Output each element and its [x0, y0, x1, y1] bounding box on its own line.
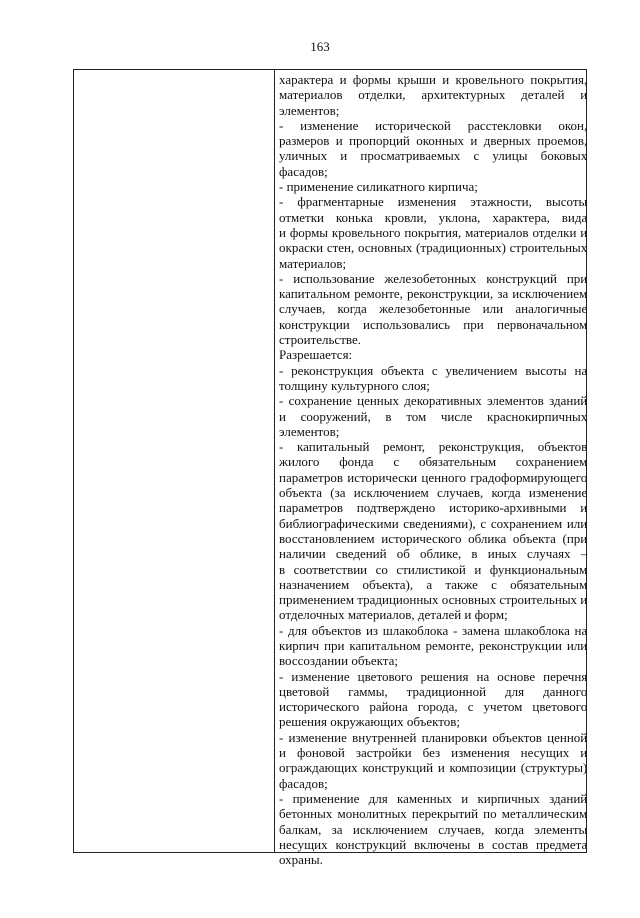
text-line: бетонных монолитных перекрытий по металлическим	[279, 806, 588, 822]
text-line: - изменение внутренней планировки объектов ценной	[279, 729, 588, 745]
text-line: Разрешается:	[279, 347, 353, 363]
text-line: конструкции использовались при первоначальном	[279, 316, 588, 332]
text-line: и формы кровельного покрытия, материалов отделки и	[279, 224, 588, 240]
text-line: отметки конька кровли, уклона, характера, вида	[279, 209, 588, 225]
regulations-table	[73, 69, 588, 868]
text-line: случаев, когда железобетонные или аналогичные	[279, 301, 588, 317]
text-line: охраны.	[279, 852, 323, 868]
text-line: и сооружений, в том числе краснокирпичных	[279, 408, 588, 424]
text-line: кирпич при капитальном ремонте, реконструкции или	[279, 637, 588, 653]
text-line: несущих конструкций включены в состав предмета	[279, 836, 588, 852]
text-line: решения окружающих объектов;	[279, 714, 461, 730]
text-line: - для объектов из шлакоблока - замена шлакоблока на	[279, 622, 588, 638]
text-line: элементов;	[279, 423, 340, 439]
text-line: объекта (за исключением случаев, когда изменение	[279, 485, 588, 501]
text-line: характера и формы крыши и кровельного покрытия,	[279, 72, 588, 87]
text-line: параметров исторически ценного градоформирующего	[279, 469, 588, 485]
text-line: фасадов;	[279, 163, 328, 179]
text-line: балкам, за исключением случаев, когда элементы	[279, 821, 588, 837]
table-left-cell	[74, 70, 275, 852]
text-line: ограждающих конструкций и композиции (структуры)	[279, 760, 588, 776]
text-line: капитальном ремонте, реконструкции, за исключением	[279, 286, 588, 302]
text-line: материалов отделки, архитектурных деталей и	[279, 87, 588, 103]
text-line: размеров и пропорций оконных и дверных проемов,	[279, 133, 588, 149]
text-line: - изменение цветового решения на основе перечня	[279, 668, 588, 684]
text-line: элементов;	[279, 102, 340, 118]
text-line: отделочных материалов, деталей и форм;	[279, 607, 508, 623]
text-line: материалов;	[279, 255, 347, 271]
text-line: - изменение исторической расстекловки окон,	[279, 117, 588, 133]
text-line: назначением объекта), а также с обязательным	[279, 576, 588, 592]
page-number: 163	[310, 39, 330, 54]
text-line: - сохранение ценных декоративных элементов зданий	[279, 393, 588, 409]
text-line: жилого фонда с обязательным сохранением	[279, 454, 588, 470]
text-line: - применение для каменных и кирпичных зданий	[279, 790, 588, 806]
text-line: фасадов;	[279, 775, 328, 791]
text-line: применением традиционных основных строительных и	[279, 592, 588, 608]
text-line: воссоздании объекта;	[279, 653, 398, 669]
text-line: параметров подтверждено историко-архивными и	[279, 500, 588, 516]
text-line: - использование железобетонных конструкций при	[279, 270, 588, 286]
text-line: уличных и просматриваемых с улицы боковых	[279, 148, 588, 164]
text-line: и фоновой застройки без изменения несущих и	[279, 745, 588, 761]
text-line: восстановлением исторического облика объекта (при	[279, 530, 588, 546]
text-line: окраски стен, основных (традиционных) строительных	[279, 240, 588, 256]
text-line: - реконструкция объекта с увеличением высоты на	[279, 362, 588, 378]
text-line: - фрагментарные изменения этажности, высоты	[279, 194, 588, 210]
text-line: библиографическими сведениями), с сохранением или	[279, 515, 588, 531]
text-line: наличии сведений об облике, в иных случаях –	[279, 546, 588, 562]
text-line: в соответствии со стилистикой и функциональным	[279, 561, 588, 577]
text-line: - капитальный ремонт, реконструкция, объектов	[279, 439, 588, 455]
text-line: цветовой гаммы, традиционной для данного	[279, 683, 588, 699]
text-line: толщину культурного слоя;	[279, 377, 430, 393]
text-line: - применение силикатного кирпича;	[279, 179, 478, 195]
text-line: строительстве.	[279, 332, 361, 348]
table-right-cell	[275, 70, 593, 868]
text-line: исторического района города, с учетом цветового	[279, 699, 588, 715]
